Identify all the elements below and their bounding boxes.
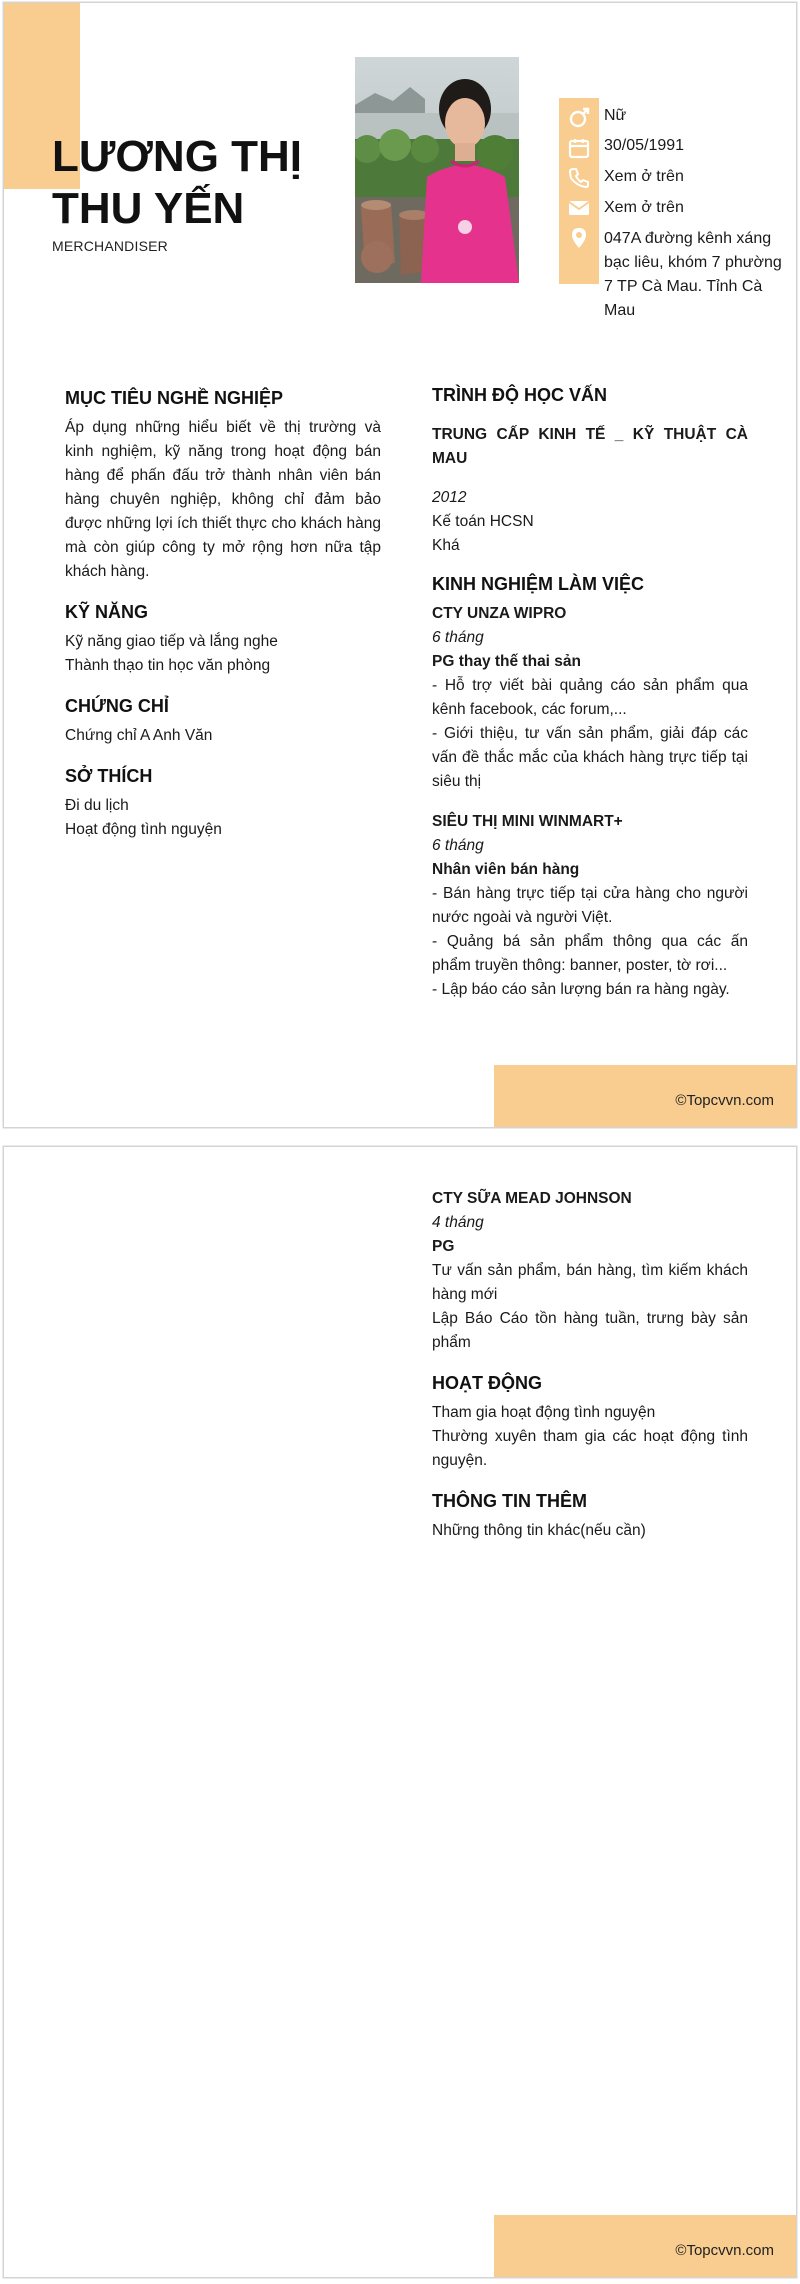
contact-icon-strip [559,98,599,284]
experience-duration: 6 tháng [432,837,484,854]
experience-section [432,572,748,1002]
experience-detail: - Bán hàng trực tiếp tại cửa hàng cho người nước ngoài và người Việt. [432,885,748,926]
experience-detail: Tư vấn sản phẩm, bán hàng, tìm kiếm khách hàng mới [432,1262,748,1303]
location-icon [567,226,591,250]
extra-info-section [432,1489,748,1543]
hobby-item: Hoạt động tình nguyện [65,821,222,838]
job-title: MERCHANDISER [52,238,168,254]
certificates-section [65,694,381,748]
section-title-hobbies: SỞ THÍCH [65,766,153,786]
right-column [432,383,748,1002]
education-section [432,383,748,558]
contact-phone: Xem ở trên [604,168,684,185]
experience-detail: - Hỗ trợ viết bài quảng cáo sản phẩm qua kênh facebook, các forum,... [432,677,748,718]
name-line-2: THU YẾN [52,184,245,233]
section-title-skills: KỸ NĂNG [65,602,149,622]
education-year: 2012 [432,489,467,506]
right-column-continued [432,1187,748,1543]
certificate-item: Chứng chỉ A Anh Văn [65,727,213,744]
section-title-education: TRÌNH ĐỘ HỌC VẤN [432,385,607,405]
experience-company: CTY UNZA WIPRO [432,605,567,622]
hobbies-section [65,764,381,842]
phone-icon [567,166,591,190]
experience-duration: 6 tháng [432,629,484,646]
experience-position: PG thay thế thai sản [432,653,582,670]
experience-position: Nhân viên bán hàng [432,861,580,878]
section-title-experience: KINH NGHIỆM LÀM VIỆC [432,574,645,594]
experience-detail: - Giới thiệu, tư vấn sản phẩm, giải đáp các vấn đề thắc mắc của khách hàng trực tiếp tại siêu thị [432,725,748,790]
experience-detail: Lập Báo Cáo tồn hàng tuần, trưng bày sản phẩm [432,1310,748,1351]
email-icon [567,196,591,220]
extra-info-text: Những thông tin khác(nếu cần) [432,1522,646,1539]
calendar-icon [567,136,591,160]
contact-birthday: 30/05/1991 [604,137,685,154]
skills-section [65,600,381,678]
experience-detail: - Lập báo cáo sản lượng bán ra hàng ngày. [432,981,730,998]
section-title-objective: MỤC TIÊU NGHỀ NGHIỆP [65,388,284,408]
activities-section [432,1371,748,1473]
gender-icon [567,106,591,130]
experience-item [432,1187,748,1355]
education-grade: Khá [432,537,460,554]
activity-item: Tham gia hoạt động tình nguyện [432,1404,656,1421]
objective-section [65,386,381,584]
experience-company: SIÊU THỊ MINI WINMART+ [432,813,623,830]
education-major: Kế toán HCSN [432,513,534,530]
profile-photo [355,57,519,283]
experience-company: CTY SỮA MEAD JOHNSON [432,1190,632,1207]
cv-page-1 [4,3,796,1127]
skill-item: Thành thạo tin học văn phòng [65,657,271,674]
section-title-extra: THÔNG TIN THÊM [432,1491,587,1511]
activity-item: Thường xuyên tham gia các hoạt động tình nguyện. [432,1428,748,1469]
experience-detail: - Quảng bá sản phẩm thông qua các ấn phẩm truyền thông: banner, poster, tờ rơi... [432,933,748,974]
objective-text: Áp dụng những hiểu biết về thị trường và kinh nghiệm, kỹ năng trong hoạt động bán hàng để phấn đấu trở thành nhân viên bán hàng chuyên nghiệp, không chỉ đảm bảo được những lợi ích thiết thực cho khách hàng mà còn giúp công ty mở rộng hơn nữa tập khách hàng. [65,419,381,580]
contact-address: 047A đường kênh xáng bạc liêu, khóm 7 phường 7 TP Cà Mau. Tỉnh Cà Mau [604,230,782,319]
experience-position: PG [432,1238,455,1255]
skill-item: Kỹ năng giao tiếp và lắng nghe [65,633,278,650]
experience-item [432,810,748,1002]
cv-page-2 [4,1147,796,2277]
hobby-item: Đi du lịch [65,797,129,814]
left-column [65,386,381,842]
section-title-activities: HOẠT ĐỘNG [432,1373,542,1393]
education-school: TRUNG CẤP KINH TẾ _ KỸ THUẬT CÀ MAU [432,425,748,467]
section-title-certificates: CHỨNG CHỈ [65,696,169,716]
footer-copyright: ©Topcvvn.com [675,2242,774,2259]
experience-item [432,602,748,794]
contact-gender: Nữ [604,107,627,124]
footer-copyright: ©Topcvvn.com [675,1092,774,1109]
experience-duration: 4 tháng [432,1214,484,1231]
name-line-1: LƯƠNG THỊ [52,132,303,181]
contact-email: Xem ở trên [604,199,684,216]
candidate-name [52,131,302,235]
